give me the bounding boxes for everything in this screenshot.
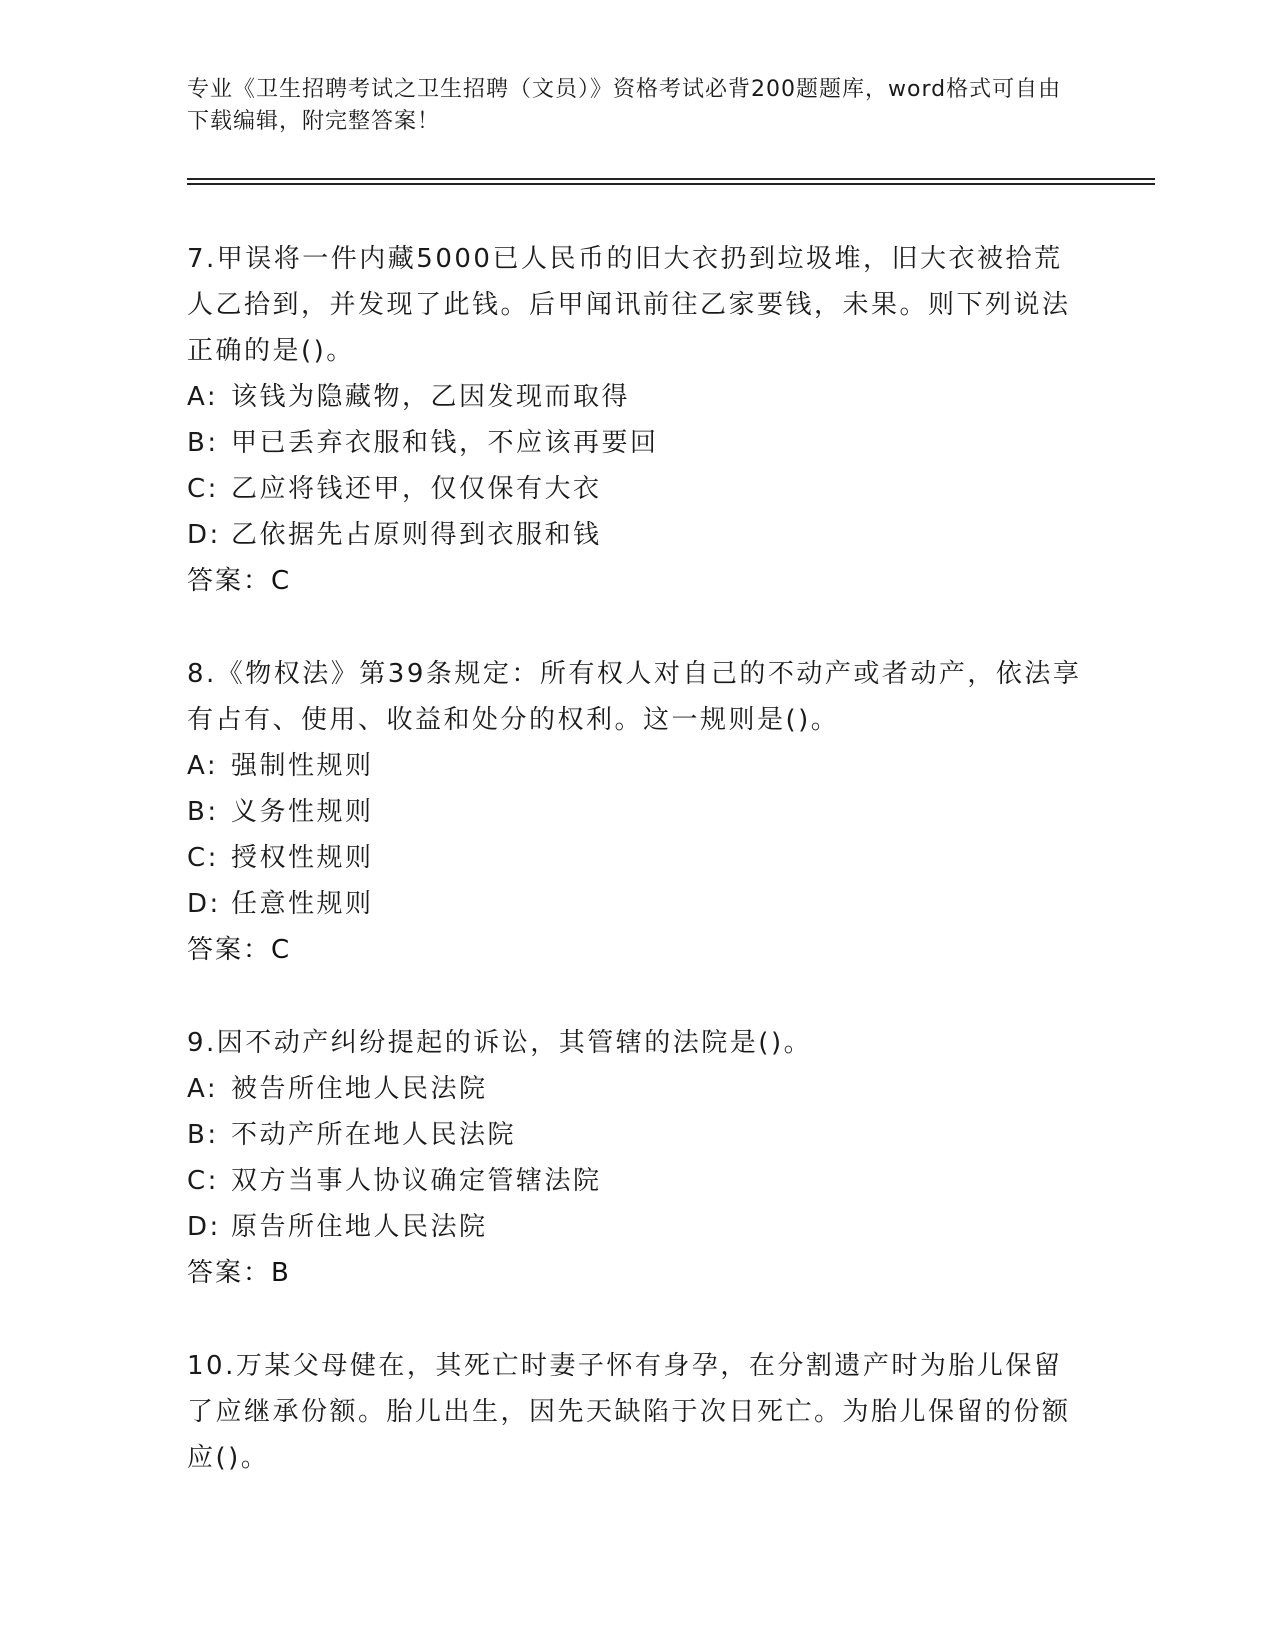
question-8 <box>187 651 1087 973</box>
question-10 <box>187 1343 1087 1481</box>
header-divider-bottom <box>187 183 1155 185</box>
option-b <box>187 420 1087 466</box>
question-7 <box>187 236 1087 604</box>
document-header: 专业《卫生招聘考试之卫生招聘（文员）》资格考试必背200题题库，word格式可自由下载编辑，附完整答案！ <box>187 77 1062 134</box>
answer-line: 答案：B <box>187 1258 291 1288</box>
option-letter: D: <box>187 520 221 550</box>
option-letter: B: <box>187 797 219 827</box>
option-b <box>187 789 1087 835</box>
option-letter: B: <box>187 428 219 458</box>
option-letter: D: <box>187 889 221 919</box>
option-letter: D: <box>187 1212 221 1242</box>
option-letter: C: <box>187 1166 219 1196</box>
question-text: 8.《物权法》第39条规定：所有权人对自己的不动产或者动产，依法享有占有、使用、收益和处分的权利。这一规则是()。 <box>187 659 1082 735</box>
option-text: 义务性规则 <box>231 797 374 827</box>
question-text: 7.甲误将一件内藏5000已人民币的旧大衣扔到垃圾堆，旧大衣被拾荒人乙拾到，并发现了此钱。后甲闻讯前往乙家要钱，未果。则下列说法正确的是()。 <box>187 244 1071 366</box>
option-letter: A: <box>187 751 219 781</box>
header-divider-top <box>187 178 1155 180</box>
question-list <box>187 236 1087 1528</box>
option-letter: A: <box>187 1074 219 1104</box>
question-text: 10.万某父母健在，其死亡时妻子怀有身孕，在分割遗产时为胎儿保留了应继承份额。胎儿出生，因先天缺陷于次日死亡。为胎儿保留的份额应()。 <box>187 1351 1071 1473</box>
option-text: 被告所住地人民法院 <box>231 1074 488 1104</box>
option-letter: C: <box>187 843 219 873</box>
option-letter: B: <box>187 1120 219 1150</box>
option-d <box>187 512 1087 558</box>
question-text: 9.因不动产纠纷提起的诉讼，其管辖的法院是()。 <box>187 1028 813 1058</box>
option-d <box>187 1204 1087 1250</box>
option-letter: C: <box>187 474 219 504</box>
answer-line: 答案：C <box>187 566 292 596</box>
option-c <box>187 466 1087 512</box>
option-text: 该钱为隐藏物，乙因发现而取得 <box>231 382 631 412</box>
option-text: 甲已丢弃衣服和钱，不应该再要回 <box>231 428 659 458</box>
option-text: 双方当事人协议确定管辖法院 <box>231 1166 602 1196</box>
option-a <box>187 374 1087 420</box>
option-c <box>187 835 1087 881</box>
option-text: 强制性规则 <box>231 751 374 781</box>
option-text: 乙应将钱还甲，仅仅保有大衣 <box>231 474 602 504</box>
option-text: 授权性规则 <box>231 843 374 873</box>
answer-line: 答案：C <box>187 935 292 965</box>
option-a <box>187 743 1087 789</box>
option-a <box>187 1066 1087 1112</box>
option-text: 原告所住地人民法院 <box>231 1212 488 1242</box>
option-letter: A: <box>187 382 219 412</box>
option-d <box>187 881 1087 927</box>
option-text: 任意性规则 <box>231 889 374 919</box>
option-text: 不动产所在地人民法院 <box>231 1120 517 1150</box>
option-text: 乙依据先占原则得到衣服和钱 <box>231 520 602 550</box>
question-9 <box>187 1020 1087 1296</box>
option-c <box>187 1158 1087 1204</box>
option-b <box>187 1112 1087 1158</box>
